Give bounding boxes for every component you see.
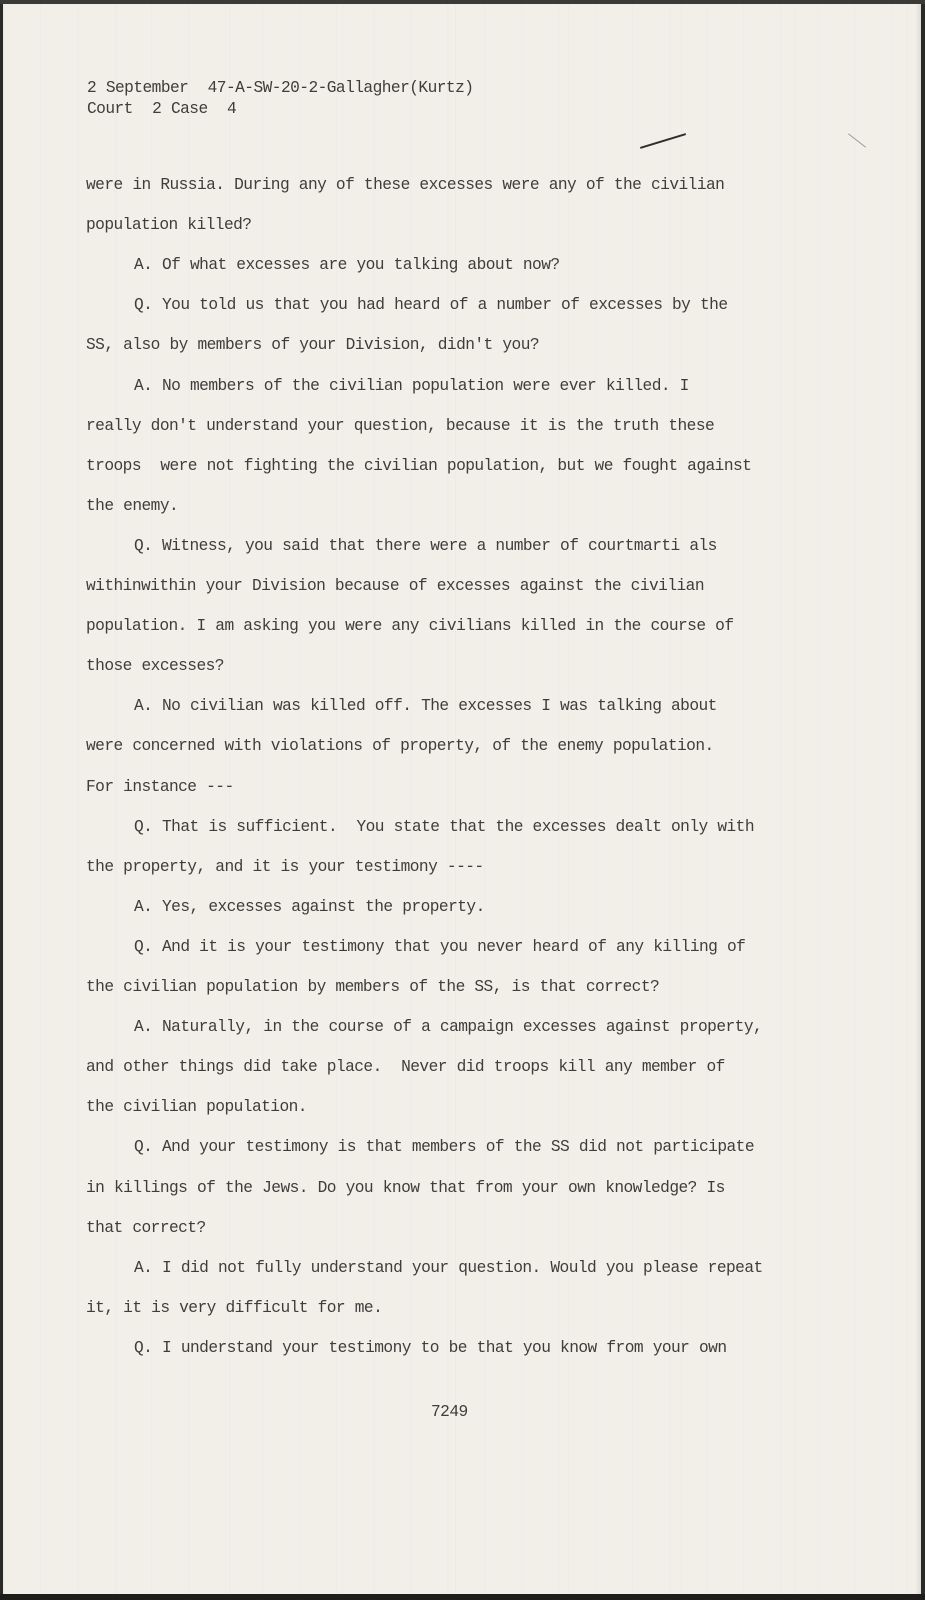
pencil-mark xyxy=(640,133,686,149)
transcript-line: and other things did take place. Never did troops kill any member of xyxy=(86,1058,725,1077)
transcript-line-qa-start: Q. And your testimony is that members of the SS did not participate xyxy=(134,1138,754,1157)
transcript-line: withinwithin your Division because of excesses against the civilian xyxy=(86,577,704,595)
scan-border-bottom xyxy=(0,1594,925,1600)
transcript-line: troops were not fighting the civilian population, but we fought against xyxy=(86,456,752,475)
transcript-line: were in Russia. During any of these excesses were any of the civilian xyxy=(86,176,725,194)
transcript-line: the property, and it is your testimony ---- xyxy=(86,857,484,876)
transcript-line: that correct? xyxy=(86,1218,206,1237)
stray-mark xyxy=(848,133,866,147)
transcript-line: the enemy. xyxy=(86,496,179,515)
transcript-line-qa-start: A. I did not fully understand your question. Would you please repeat xyxy=(134,1258,763,1277)
transcript-line-qa-start: A. Naturally, in the course of a campaign excesses against property, xyxy=(134,1018,763,1037)
transcript-line: the civilian population. xyxy=(86,1098,307,1117)
page-number: 7249 xyxy=(431,1403,468,1421)
header-date-case-reference: 2 September 47-A-SW-20-2-Gallagher(Kurtz) xyxy=(87,79,474,97)
transcript-line: population killed? xyxy=(86,216,252,235)
transcript-line-qa-start: A. No civilian was killed off. The excesses I was talking about xyxy=(134,697,717,716)
transcript-line: really don't understand your question, because it is the truth these xyxy=(86,416,715,435)
transcript-line-qa-start: A. Of what excesses are you talking about now? xyxy=(134,256,560,275)
transcript-line: For instance --- xyxy=(86,777,234,796)
transcript-line-qa-start: Q. I understand your testimony to be that you know from your own xyxy=(134,1338,727,1357)
transcript-line-qa-start: Q. Witness, you said that there were a number of courtmarti als xyxy=(134,536,717,555)
transcript-line-qa-start: A. Yes, excesses against the property. xyxy=(134,897,485,916)
transcript-line-qa-start: Q. You told us that you had heard of a number of excesses by the xyxy=(134,296,728,315)
transcript-line-qa-start: Q. And it is your testimony that you never heard of any killing of xyxy=(134,937,746,956)
transcript-line: those excesses? xyxy=(86,657,224,676)
header-court-case: Court 2 Case 4 xyxy=(87,100,237,118)
transcript-line-qa-start: Q. That is sufficient. You state that the excesses dealt only with xyxy=(134,817,754,836)
transcript-line: in killings of the Jews. Do you know that from your own knowledge? Is xyxy=(86,1178,725,1197)
transcript-line: the civilian population by members of the SS, is that correct? xyxy=(86,978,660,996)
transcript-line: it, it is very difficult for me. xyxy=(86,1298,383,1317)
transcript-line: SS, also by members of your Division, didn't you? xyxy=(86,336,540,355)
transcript-line-qa-start: A. No members of the civilian population were ever killed. I xyxy=(134,376,689,395)
page-edge-shadow xyxy=(915,4,921,1594)
document-page xyxy=(3,4,921,1594)
transcript-line: were concerned with violations of property, of the enemy population. xyxy=(86,737,714,756)
transcript-line: population. I am asking you were any civilians killed in the course of xyxy=(86,617,734,636)
